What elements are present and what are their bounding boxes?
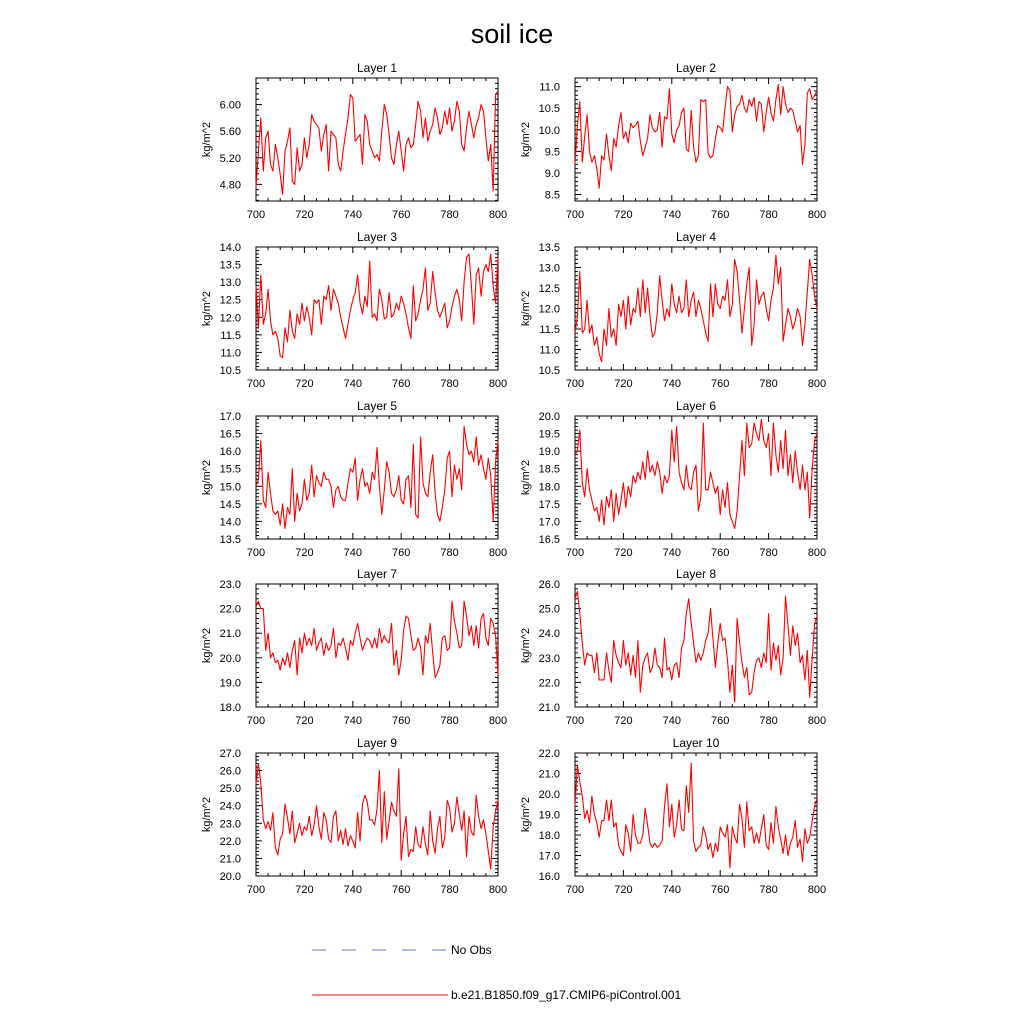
y-tick-label: 18.0: [219, 702, 241, 714]
y-axis-label: kg/m^2: [520, 627, 532, 664]
y-tick-label: 13.0: [219, 277, 241, 290]
y-tick-label: 9.5: [544, 146, 560, 159]
panel-layer-1: [201, 61, 507, 221]
x-tick-label: 780: [759, 209, 778, 221]
y-tick-label: 22.0: [538, 748, 560, 760]
y-tick-label: 26.0: [219, 765, 241, 778]
y-tick-label: 21.0: [538, 768, 560, 781]
x-tick-label: 740: [343, 378, 362, 390]
x-tick-label: 800: [807, 715, 827, 727]
x-tick-label: 720: [614, 884, 633, 896]
y-tick-label: 21.0: [219, 628, 241, 641]
x-tick-label: 720: [614, 378, 633, 390]
y-tick-label: 13.0: [538, 262, 560, 275]
x-tick-label: 720: [614, 547, 633, 559]
y-tick-label: 16.5: [219, 428, 241, 441]
panel-layer-6: [520, 399, 826, 559]
x-tick-label: 760: [392, 715, 411, 727]
x-tick-label: 720: [614, 715, 633, 727]
legend: [312, 943, 681, 1002]
x-tick-label: 760: [711, 715, 730, 727]
series-line: [575, 85, 817, 189]
y-tick-label: 17.0: [538, 850, 560, 863]
panel-title: Layer 10: [672, 736, 720, 750]
panel-title: Layer 9: [356, 736, 398, 750]
panel-title: Layer 2: [675, 61, 717, 75]
x-tick-label: 700: [565, 884, 585, 896]
x-tick-label: 800: [807, 884, 827, 896]
y-tick-label: 5.60: [219, 126, 241, 139]
y-tick-label: 19.0: [219, 677, 241, 690]
y-tick-label: 18.0: [538, 830, 560, 842]
y-tick-label: 9.0: [544, 167, 560, 180]
y-tick-label: 20.0: [538, 411, 560, 423]
y-tick-label: 17.5: [538, 498, 560, 511]
x-tick-label: 740: [662, 547, 681, 559]
x-tick-label: 780: [759, 884, 778, 896]
panel-layer-3: [201, 230, 507, 390]
y-tick-label: 22.0: [538, 677, 560, 690]
y-tick-label: 8.5: [544, 189, 560, 202]
plot-frame: [256, 247, 498, 370]
y-tick-label: 20.0: [219, 652, 241, 665]
panel-title: Layer 6: [675, 399, 717, 413]
x-tick-label: 800: [807, 209, 827, 221]
x-tick-label: 800: [807, 378, 827, 390]
x-tick-label: 700: [246, 378, 266, 390]
y-tick-label: 26.0: [538, 579, 560, 591]
y-tick-label: 10.5: [538, 103, 560, 116]
y-tick-label: 19.0: [538, 809, 560, 822]
x-tick-label: 700: [565, 209, 585, 221]
x-tick-label: 740: [343, 884, 362, 896]
panel-layer-2: [520, 61, 826, 221]
panel-grid: [201, 61, 826, 896]
x-tick-label: 800: [807, 547, 827, 559]
x-tick-label: 760: [711, 547, 730, 559]
x-tick-label: 780: [440, 378, 459, 390]
plot-frame: [575, 78, 817, 201]
y-tick-label: 13.5: [538, 242, 560, 254]
y-axis-label: kg/m^2: [520, 121, 532, 158]
y-tick-label: 4.80: [219, 179, 241, 192]
y-tick-label: 12.0: [219, 312, 241, 325]
x-tick-label: 760: [711, 884, 730, 896]
y-axis-label: kg/m^2: [520, 796, 532, 833]
panel-layer-10: [520, 736, 826, 896]
y-tick-label: 12.5: [219, 294, 241, 307]
x-tick-label: 780: [440, 547, 459, 559]
y-tick-label: 11.0: [539, 81, 560, 94]
y-tick-label: 14.5: [219, 498, 241, 511]
y-tick-label: 20.0: [219, 871, 241, 883]
x-tick-label: 760: [711, 209, 730, 221]
y-tick-label: 19.0: [538, 446, 560, 459]
x-tick-label: 720: [295, 209, 314, 221]
y-axis-label: kg/m^2: [520, 459, 532, 496]
y-tick-label: 17.0: [219, 411, 241, 423]
y-tick-label: 10.0: [538, 124, 560, 137]
x-tick-label: 800: [488, 715, 508, 727]
y-axis-label: kg/m^2: [201, 121, 213, 158]
x-tick-label: 720: [295, 547, 314, 559]
y-tick-label: 17.0: [538, 516, 560, 529]
x-tick-label: 800: [488, 378, 508, 390]
panel-title: Layer 4: [675, 230, 717, 244]
panel-layer-5: [201, 399, 507, 559]
y-axis-label: kg/m^2: [201, 290, 213, 327]
y-tick-label: 24.0: [219, 800, 241, 813]
x-tick-label: 760: [392, 547, 411, 559]
y-tick-label: 27.0: [219, 748, 241, 760]
x-tick-label: 760: [711, 378, 730, 390]
x-tick-label: 700: [246, 209, 266, 221]
y-tick-label: 11.5: [539, 324, 560, 336]
x-tick-label: 780: [440, 209, 459, 221]
series-line: [575, 255, 817, 362]
x-tick-label: 760: [392, 884, 411, 896]
x-tick-label: 800: [488, 884, 508, 896]
legend-entry-no-obs: [312, 943, 492, 957]
panel-layer-8: [520, 567, 826, 727]
x-tick-label: 780: [440, 715, 459, 727]
x-tick-label: 740: [662, 715, 681, 727]
x-tick-label: 700: [565, 715, 585, 727]
x-tick-label: 720: [295, 884, 314, 896]
x-tick-label: 740: [662, 378, 681, 390]
x-tick-label: 700: [246, 547, 266, 559]
series-line: [575, 763, 817, 868]
x-tick-label: 700: [246, 715, 266, 727]
x-tick-label: 780: [759, 547, 778, 559]
y-tick-label: 19.5: [538, 428, 560, 441]
panel-title: Layer 5: [356, 399, 398, 413]
x-tick-label: 720: [295, 715, 314, 727]
x-tick-label: 700: [246, 884, 266, 896]
plot-frame: [575, 416, 817, 539]
x-tick-label: 740: [343, 547, 362, 559]
y-tick-label: 22.0: [219, 835, 241, 848]
y-tick-label: 16.0: [538, 871, 560, 883]
y-tick-label: 20.0: [538, 789, 560, 801]
y-tick-label: 18.0: [538, 481, 560, 494]
y-tick-label: 11.5: [220, 329, 241, 342]
y-tick-label: 15.0: [219, 481, 241, 494]
x-tick-label: 720: [614, 209, 633, 221]
y-tick-label: 13.5: [219, 259, 241, 272]
y-tick-label: 10.5: [219, 365, 241, 377]
y-tick-label: 14.0: [219, 242, 241, 254]
x-tick-label: 740: [662, 209, 681, 221]
panel-layer-9: [201, 736, 507, 896]
y-tick-label: 23.0: [219, 818, 241, 831]
y-tick-label: 22.0: [219, 603, 241, 616]
y-tick-label: 16.0: [219, 446, 241, 459]
x-tick-label: 800: [488, 547, 508, 559]
panel-title: Layer 8: [675, 567, 717, 581]
series-line: [256, 427, 498, 529]
y-tick-label: 13.5: [219, 534, 241, 546]
legend-label-model: b.e21.B1850.f09_g17.CMIP6-piControl.001: [451, 988, 682, 1002]
y-tick-label: 11.0: [539, 344, 560, 357]
panel-layer-7: [201, 567, 507, 727]
series-line: [256, 254, 498, 358]
x-tick-label: 720: [295, 378, 314, 390]
legend-entry-model: [312, 988, 681, 1002]
x-tick-label: 780: [759, 378, 778, 390]
y-tick-label: 10.5: [538, 365, 560, 377]
x-tick-label: 800: [488, 209, 508, 221]
x-tick-label: 740: [343, 209, 362, 221]
x-tick-label: 700: [565, 547, 585, 559]
x-tick-label: 740: [662, 884, 681, 896]
plot-frame: [575, 584, 817, 707]
y-tick-label: 12.5: [538, 283, 560, 295]
y-tick-label: 12.0: [538, 303, 560, 316]
panel-title: Layer 3: [356, 230, 398, 244]
y-tick-label: 6.00: [219, 99, 241, 112]
series-line: [575, 420, 817, 529]
figure-title: soil ice: [470, 19, 554, 49]
y-axis-label: kg/m^2: [201, 796, 213, 833]
y-tick-label: 18.5: [538, 463, 560, 476]
y-tick-label: 14.0: [219, 516, 241, 529]
x-tick-label: 700: [565, 378, 585, 390]
y-tick-label: 21.0: [219, 853, 241, 866]
x-tick-label: 780: [440, 884, 459, 896]
plot-frame: [575, 247, 817, 370]
x-tick-label: 740: [343, 715, 362, 727]
series-line: [256, 91, 498, 194]
series-line: [575, 591, 817, 702]
y-tick-label: 5.20: [219, 152, 241, 165]
panel-title: Layer 1: [356, 61, 398, 75]
y-tick-label: 25.0: [538, 603, 560, 616]
legend-label-no-obs: No Obs: [451, 943, 492, 957]
y-tick-label: 11.0: [220, 347, 241, 360]
series-line: [256, 601, 498, 677]
x-tick-label: 760: [392, 378, 411, 390]
y-tick-label: 25.0: [219, 783, 241, 796]
y-tick-label: 15.5: [219, 463, 241, 476]
x-tick-label: 760: [392, 209, 411, 221]
y-tick-label: 24.0: [538, 628, 560, 641]
x-tick-label: 780: [759, 715, 778, 727]
y-axis-label: kg/m^2: [201, 627, 213, 664]
y-axis-label: kg/m^2: [201, 459, 213, 496]
y-tick-label: 21.0: [538, 702, 560, 714]
panel-layer-4: [520, 230, 826, 390]
y-axis-label: kg/m^2: [520, 290, 532, 327]
y-tick-label: 23.0: [219, 579, 241, 591]
panel-title: Layer 7: [356, 567, 398, 581]
y-tick-label: 16.5: [538, 534, 560, 546]
plot-frame: [575, 753, 817, 876]
y-tick-label: 23.0: [538, 652, 560, 665]
series-line: [256, 764, 498, 870]
